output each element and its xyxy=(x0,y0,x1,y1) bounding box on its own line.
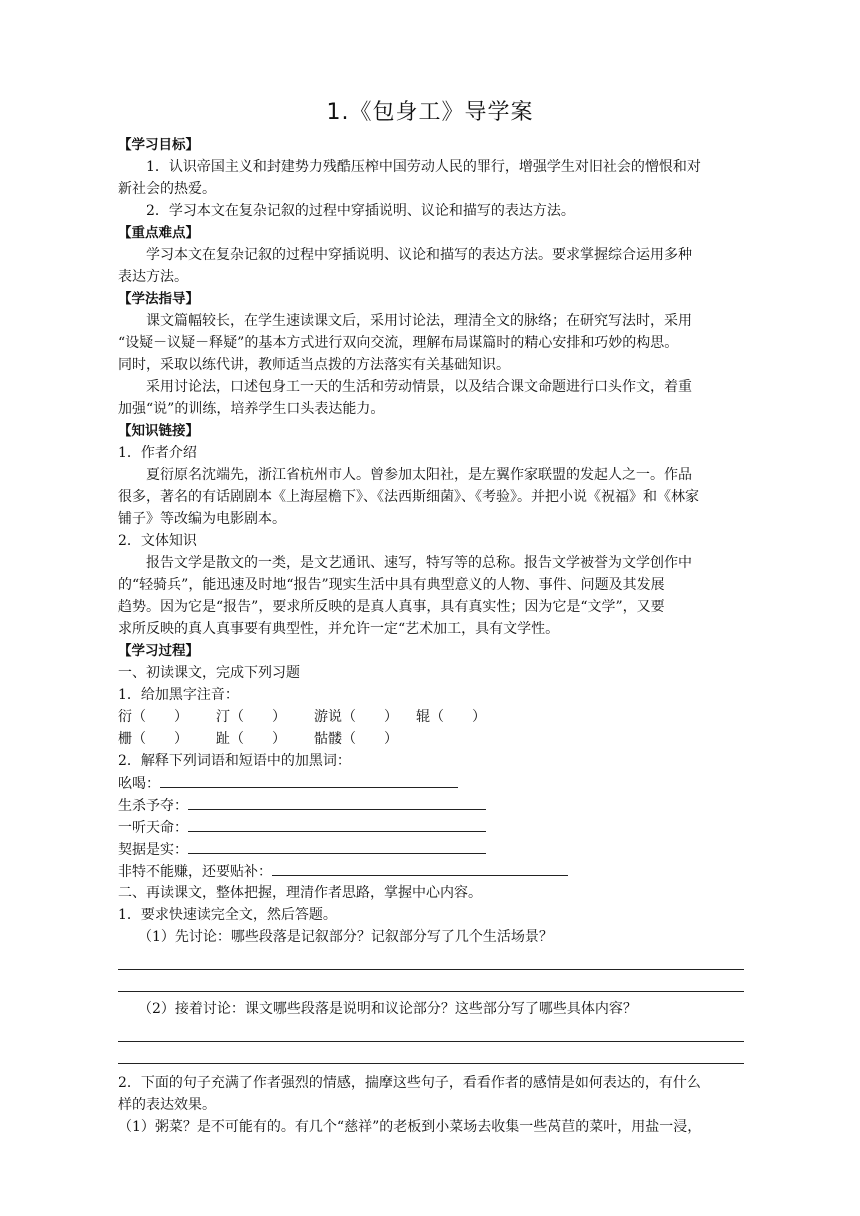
term-label: 契据是实： xyxy=(118,842,188,858)
pinyin-item: 辊（ ） xyxy=(416,709,486,725)
paragraph-line: 夏衍原名沈端先，浙江省杭州市人。曾参加太阳社，是左翼作家联盟的发起人之一。作品 xyxy=(146,467,692,483)
answer-blank[interactable] xyxy=(188,794,486,810)
document-body xyxy=(118,134,744,1138)
question: 1．给加黑字注音： xyxy=(118,687,239,703)
section-header-process: 【学习过程】 xyxy=(118,643,199,659)
pinyin-row xyxy=(118,728,744,750)
term-row xyxy=(118,838,744,860)
paragraph-line: 报告文学是散文的一类，是文艺通讯、速写，特写等的总称。报告文学被誉为文学创作中 xyxy=(146,555,692,571)
example-sentence: （1）粥菜？是不可能有的。有几个“慈祥”的老板到小菜场去收集一些莴苣的菜叶，用盐一浸， xyxy=(118,1119,702,1135)
paragraph-line: “设疑－议疑－释疑”的基本方式进行双向交流，理解布局谋篇时的精心安排和巧妙的构思。 xyxy=(118,335,679,351)
term-row xyxy=(118,860,744,882)
answer-line[interactable] xyxy=(118,1020,744,1042)
answer-line[interactable] xyxy=(118,1042,744,1064)
term-row xyxy=(118,772,744,794)
paragraph-line: 学习本文在复杂记叙的过程中穿插说明、议论和描写的表达方法。要求掌握综合运用多种 xyxy=(146,247,692,263)
paragraph-line: 同时，采取以练代讲，教师适当点拨的方法落实有关基础知识。 xyxy=(118,357,510,373)
paragraph-line: 表达方法。 xyxy=(118,269,188,285)
term-label: 生杀予夺： xyxy=(118,798,188,814)
sub-question: （2）接着讨论：课文哪些段落是说明和议论部分？这些部分写了哪些具体内容？ xyxy=(138,1001,637,1017)
term-label: 吆喝： xyxy=(118,776,160,792)
paragraph-line: 课文篇幅较长，在学生速读课文后，采用讨论法，理清全文的脉络；在研究写法时，采用 xyxy=(146,313,692,329)
paragraph-line: 铺子》等改编为电影剧本。 xyxy=(118,511,286,527)
paragraph-line: 新社会的热爱。 xyxy=(118,181,216,197)
question: 1．要求快速读完全文，然后答题。 xyxy=(118,907,337,923)
sub-question: （1）先讨论：哪些段落是记叙部分？记叙部分写了几个生活场景？ xyxy=(138,929,553,945)
paragraph-line: 趋势。因为它是“报告”，要求所反映的是真人真事，具有真实性；因为它是“文学”，又要 xyxy=(118,599,665,615)
section-header-goals: 【学习目标】 xyxy=(118,137,199,153)
answer-blank[interactable] xyxy=(160,772,458,788)
paragraph-line: 采用讨论法，口述包身工一天的生活和劳动情景，以及结合课文命题进行口头作文，着重 xyxy=(146,379,692,395)
pinyin-row xyxy=(118,706,744,728)
answer-blank[interactable] xyxy=(188,816,486,832)
paragraph-line: 很多，著名的有话剧剧本《上海屋檐下》、《法西斯细菌》、《考验》。并把小说《祝福》和《林家 xyxy=(118,489,699,505)
answer-blank[interactable] xyxy=(188,838,486,854)
question: 2．下面的句子充满了作者强烈的情感，揣摩这些句子，看看作者的感情是如何表达的，有什么 xyxy=(118,1075,701,1091)
page-title: 1.《包身工》导学案 xyxy=(326,100,534,125)
pinyin-item: 骷髅（ ） xyxy=(314,731,398,747)
answer-line[interactable] xyxy=(118,948,744,970)
term-row xyxy=(118,794,744,816)
term-label: 一听天命： xyxy=(118,820,188,836)
pinyin-item: 栅（ ） xyxy=(118,731,188,747)
part-heading: 一、初读课文，完成下列习题 xyxy=(118,665,300,681)
paragraph-line: 1．认识帝国主义和封建势力残酷压榨中国劳动人民的罪行，增强学生对旧社会的憎恨和对 xyxy=(146,159,701,175)
question: 样的表达效果。 xyxy=(118,1097,216,1113)
answer-blank[interactable] xyxy=(272,860,568,876)
paragraph-line: 加强“说”的训练，培养学生口头表达能力。 xyxy=(118,401,385,417)
paragraph-line: 求所反映的真人真事要有典型性，并允许一定“艺术加工，具有文学性。 xyxy=(118,621,560,637)
part-heading: 二、再读课文，整体把握，理清作者思路，掌握中心内容。 xyxy=(118,885,482,901)
pinyin-item: 衍（ ） xyxy=(118,709,188,725)
subheading-author: 1．作者介绍 xyxy=(118,445,197,461)
term-label: 非特不能赚，还要贴补： xyxy=(118,864,272,880)
section-header-key-points: 【重点难点】 xyxy=(118,225,199,241)
answer-line[interactable] xyxy=(118,970,744,992)
pinyin-item: 游说（ ） xyxy=(314,709,398,725)
paragraph-line: 2．学习本文在复杂记叙的过程中穿插说明、议论和描写的表达方法。 xyxy=(146,203,575,219)
section-header-method: 【学法指导】 xyxy=(118,291,199,307)
question: 2．解释下列词语和短语中的加黑词： xyxy=(118,753,351,769)
subheading-genre: 2．文体知识 xyxy=(118,533,197,549)
pinyin-item: 趾（ ） xyxy=(216,731,286,747)
section-header-knowledge: 【知识链接】 xyxy=(118,423,199,439)
pinyin-item: 汀（ ） xyxy=(216,709,286,725)
paragraph-line: 的“轻骑兵”，能迅速及时地“报告”现实生活中具有典型意义的人物、事件、问题及其发展 xyxy=(118,577,665,593)
term-row xyxy=(118,816,744,838)
